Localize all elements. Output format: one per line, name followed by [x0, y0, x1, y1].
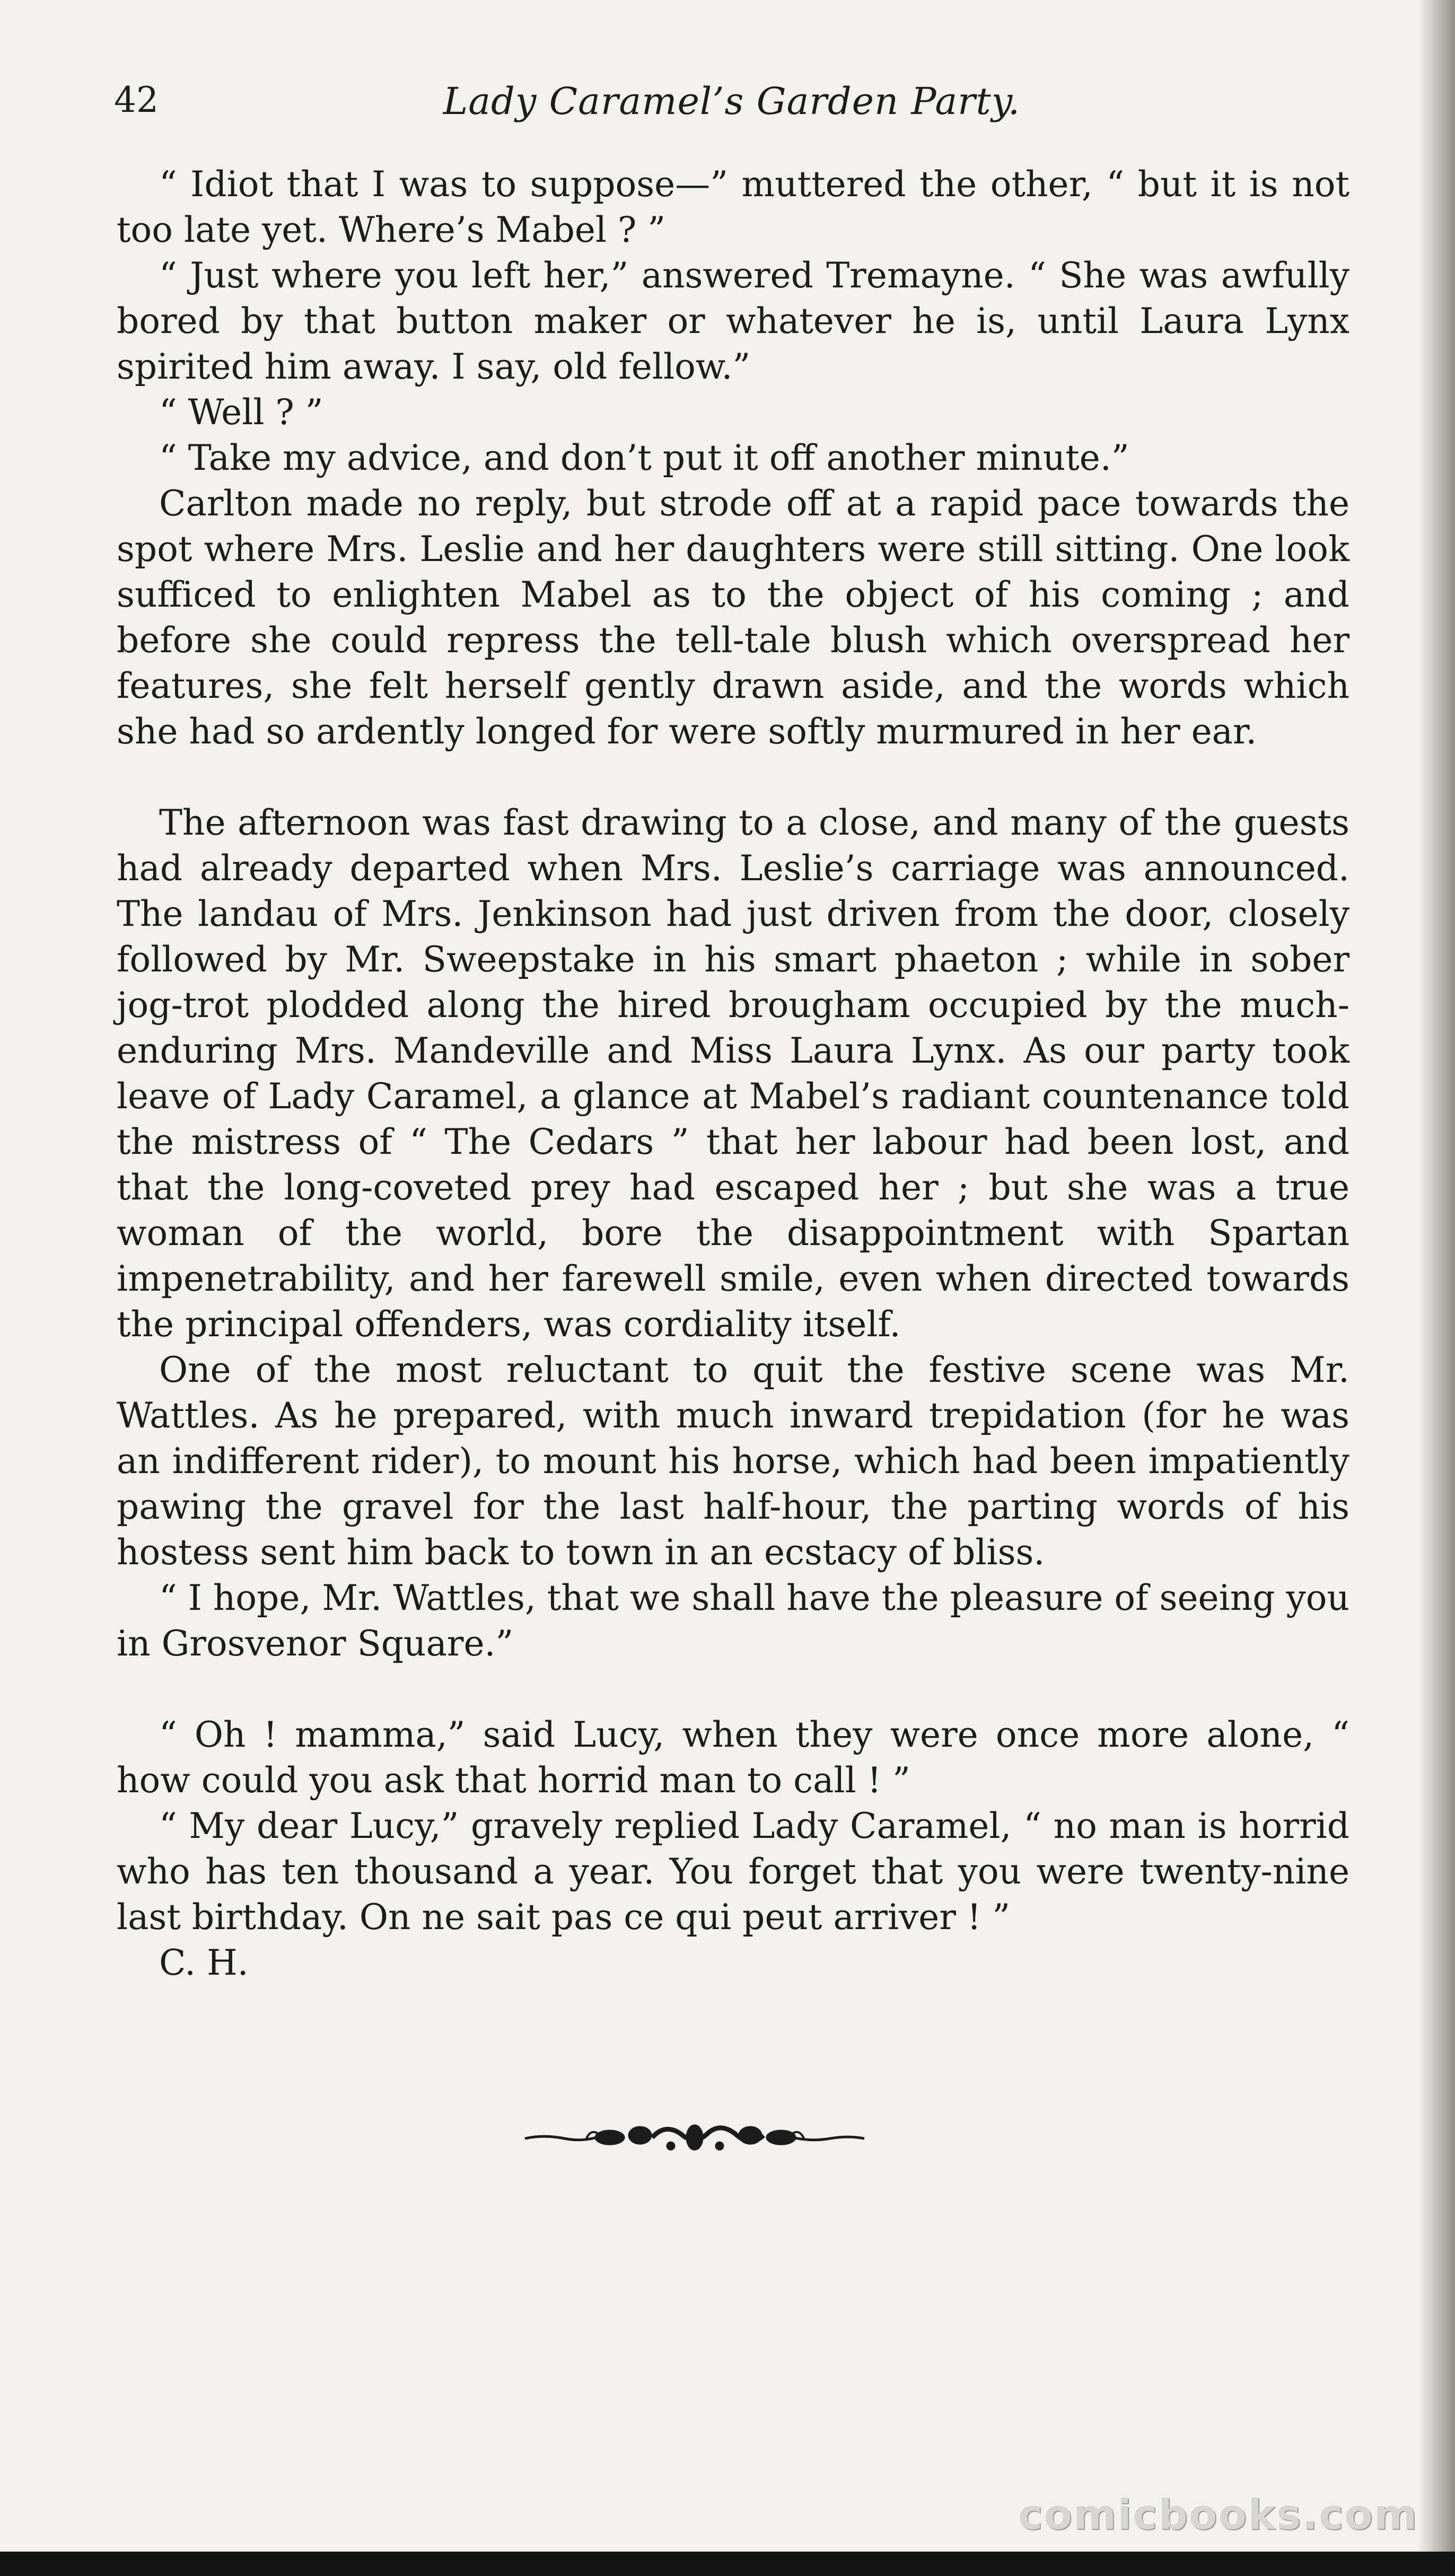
paragraph: “ Just where you left her,” answered Tremayne. “ She was awfully bored by that button maker or whatever he is, until Laura Lynx spirited him away. I say, old fellow.”	[117, 255, 1349, 387]
paragraph: “ Well ? ”	[159, 392, 323, 433]
paragraph: “ My dear Lucy,” gravely replied Lady Caramel, “ no man is horrid who has ten thousand a year. You forget that you were twenty-nine last birthday. On ne sait pas ce qui peut arriver ! ”	[117, 1806, 1349, 1938]
paragraph: Carlton made no reply, but strode off at a rapid pace towards the spot where Mrs. Leslie and her daughters were still sitting. One look sufficed to enlighten Mabel as to the object of his coming ; and before she could repress the tell-tale blush which overspread her features, she felt herself gently drawn aside, and the words which she had so ardently longed for were softly murmured in her ear.	[117, 483, 1349, 752]
paragraph: “ I hope, Mr. Wattles, that we shall have the pleasure of seeing you in Grosvenor Square.”	[117, 1578, 1349, 1664]
paragraph: One of the most reluctant to quit the festive scene was Mr. Wattles. As he prepared, with much inward trepidation (for he was an indifferent rider), to mount his horse, which had been impatiently pawing the gravel for the last half-hour, the parting words of his hostess sent him back to town in an ecstacy of bliss.	[117, 1350, 1349, 1573]
watermark: comicbooks.com	[1018, 2491, 1418, 2539]
running-title: Lady Caramel’s Garden Party.	[443, 80, 1021, 123]
author-signature: C. H.	[159, 1942, 249, 1983]
running-header	[114, 80, 1349, 133]
paragraph: “ Take my advice, and don’t put it off another minute.”	[159, 437, 1129, 478]
paragraph: “ Oh ! mamma,” said Lucy, when they were once more alone, “ how could you ask that horrid man to call ! ”	[117, 1714, 1349, 1801]
body-text	[117, 162, 1349, 1986]
floral-tailpiece-icon	[522, 2113, 867, 2161]
scan-bottom-edge	[0, 2552, 1455, 2576]
page-gutter-shadow	[1418, 0, 1455, 2576]
paragraph: The afternoon was fast drawing to a close, and many of the guests had already departed when Mrs. Leslie’s carriage was announced. The landau of Mrs. Jenkinson had just driven from the door, closely followed by Mr. Sweepstake in his smart phaeton ; while in sober jog-trot plodded along the hired brougham occupied by the much-enduring Mrs. Mandeville and Miss Laura Lynx. As our party took leave of Lady Caramel, a glance at Mabel’s radiant countenance told the mistress of “ The Cedars ” that her labour had been lost, and that the long-coveted prey had escaped her ; but she was a true woman of the world, bore the disappointment with Spartan impenetrability, and her farewell smile, even when directed towards the principal offenders, was cordiality itself.	[117, 802, 1349, 1345]
paragraph: “ Idiot that I was to suppose—” muttered the other, “ but it is not too late yet. Where’s Mabel ? ”	[117, 164, 1349, 250]
page-number: 42	[114, 80, 159, 120]
